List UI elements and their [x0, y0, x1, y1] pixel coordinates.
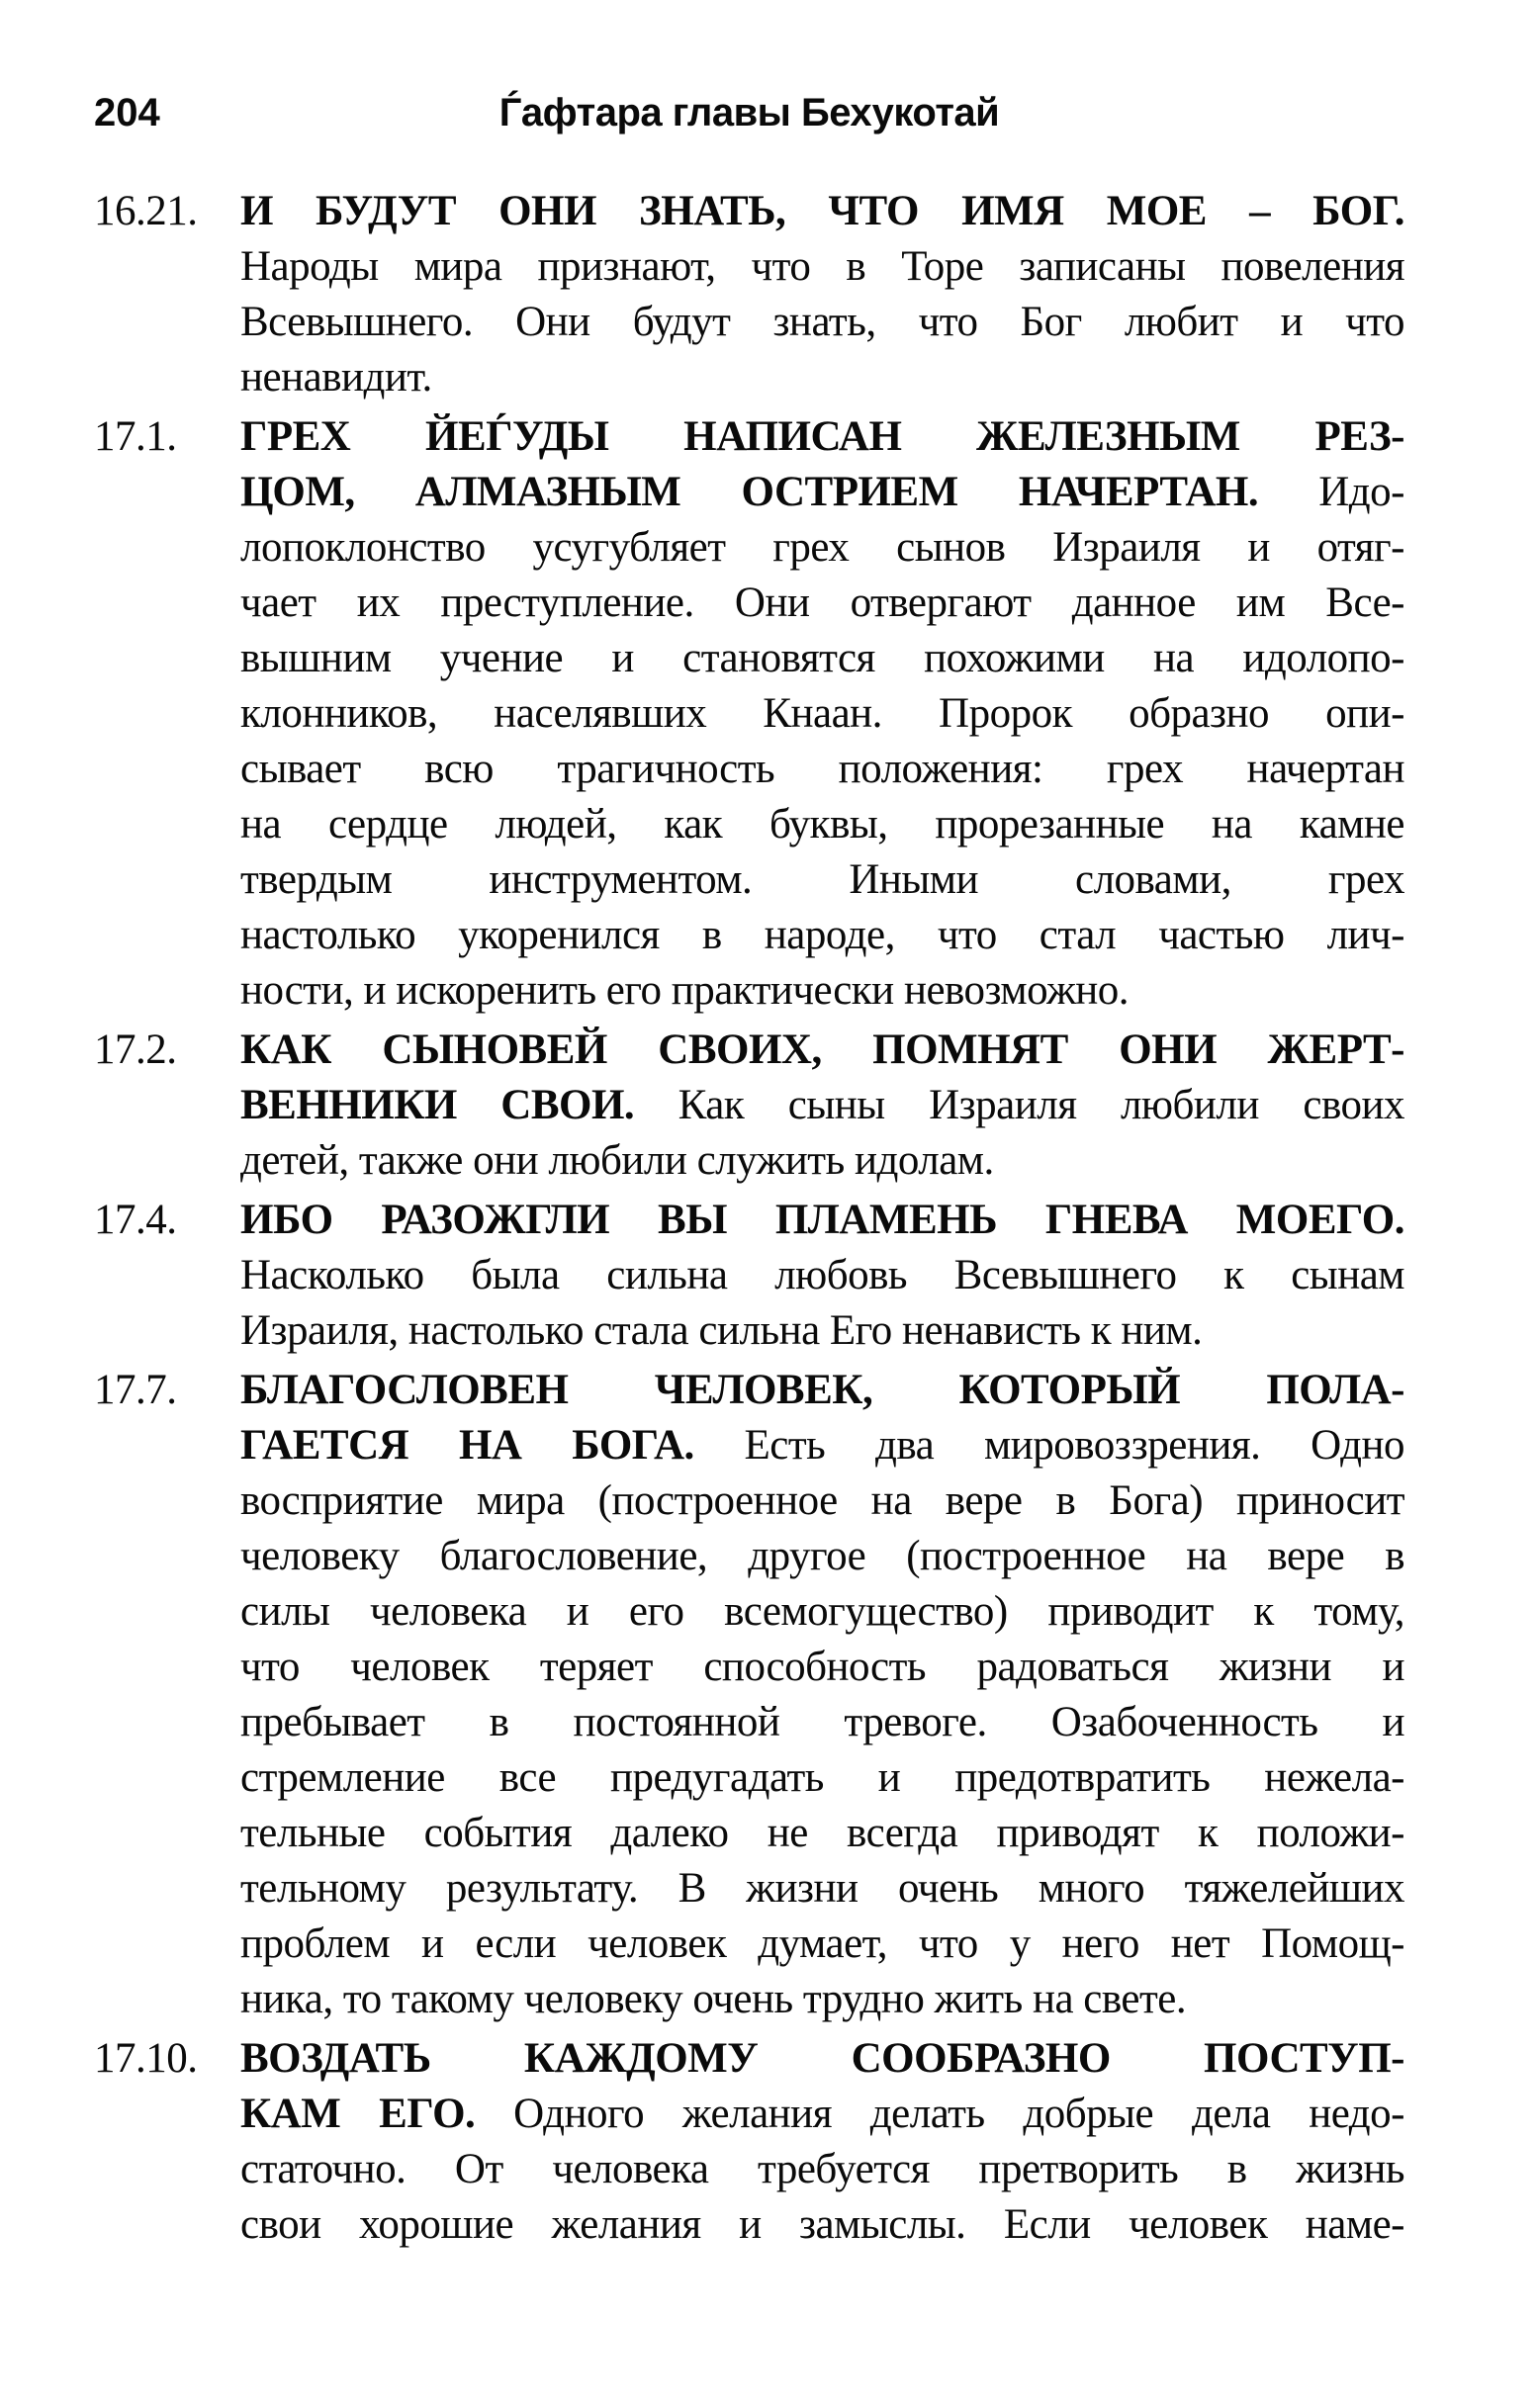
- page-number: 204: [94, 91, 160, 134]
- entry-body: [240, 409, 1404, 1019]
- verse-ref: 17.10.: [94, 2035, 198, 2082]
- chapter-title: Ѓафтара главы Бехукотай: [498, 91, 1000, 134]
- text-line: детей, также они любили служить идолам.: [240, 1137, 994, 1184]
- text-line: тельному результату. В жизни очень много тяжелейших: [240, 1865, 1404, 1912]
- text-line: И БУДУТ ОНИ ЗНАТЬ, ЧТО ИМЯ МОЕ – БОГ.: [240, 188, 1404, 234]
- entry-body: [240, 2031, 1404, 2253]
- text-line: на сердце людей, как буквы, прорезанные на камне: [240, 801, 1404, 847]
- text-line: Израиля, настолько стала сильна Его ненависть к ним.: [240, 1307, 1203, 1354]
- text-line: ВОЗДАТЬ КАЖДОМУ СООБРАЗНО ПОСТУП-: [240, 2035, 1404, 2082]
- text-line: лопоклонство усугубляет грех сынов Израиля и отяг-: [240, 524, 1404, 571]
- text-line: пребывает в постоянной тревоге. Озабоченность и: [240, 1699, 1404, 1745]
- text-line: сывает всю трагичность положения: грех начертан: [240, 746, 1404, 792]
- text-line: стремление все предугадать и предотвратить нежела-: [240, 1754, 1404, 1801]
- entry-body: [240, 1023, 1404, 1189]
- text-line: силы человека и его всемогущество) приводит к тому,: [240, 1588, 1404, 1635]
- text-line: ИБО РАЗОЖГЛИ ВЫ ПЛАМЕНЬ ГНЕВА МОЕГО.: [240, 1197, 1404, 1243]
- commentary-entry: [94, 1023, 1404, 1189]
- text-line: настолько укоренился в народе, что стал частью лич-: [240, 912, 1404, 958]
- text-line: Всевышнего. Они будут знать, что Бог любит и что: [240, 299, 1404, 345]
- verse-ref: 17.7.: [94, 1367, 177, 1413]
- verse-ref: 17.1.: [94, 413, 177, 460]
- text-line: Насколько была сильна любовь Всевышнего к сынам: [240, 1252, 1404, 1298]
- text-line: ности, и искоренить его практически невозможно.: [240, 967, 1130, 1014]
- verse-ref: 16.21.: [94, 188, 198, 234]
- page-header: [94, 91, 1404, 138]
- text-line: свои хорошие желания и замыслы. Если человек наме-: [240, 2201, 1404, 2248]
- entry-body: [240, 1363, 1404, 2027]
- commentary-entry: [94, 1363, 1404, 2027]
- entry-body: [240, 1193, 1404, 1359]
- commentary-entry: [94, 184, 1404, 405]
- text-line: твердым инструментом. Иными словами, грех: [240, 856, 1404, 903]
- verse-ref: 17.2.: [94, 1026, 177, 1073]
- text-line: вышним учение и становятся похожими на идолопо-: [240, 635, 1404, 681]
- text-line: тельные события далеко не всегда приводят к положи-: [240, 1810, 1404, 1856]
- entry-body: [240, 184, 1404, 405]
- text-line: проблем и если человек думает, что у него нет Помощ-: [240, 1920, 1404, 1967]
- text-line: что человек теряет способность радоваться жизни и: [240, 1644, 1404, 1690]
- text-line: КАК СЫНОВЕЙ СВОИХ, ПОМНЯТ ОНИ ЖЕРТ-: [240, 1026, 1404, 1073]
- text-line: КАМ ЕГО. Одного желания делать добрые дела недо-: [240, 2091, 1405, 2137]
- commentary-entry: [94, 1193, 1404, 1359]
- text-line: Народы мира признают, что в Торе записаны повеления: [240, 243, 1404, 290]
- verse-ref: 17.4.: [94, 1197, 177, 1243]
- text-line: ЦОМ, АЛМАЗНЫМ ОСТРИЕМ НАЧЕРТАН. Идо-: [240, 469, 1404, 515]
- text-line: восприятие мира (построенное на вере в Бога) приносит: [240, 1477, 1404, 1524]
- text-line: ника, то такому человеку очень трудно жить на свете.: [240, 1976, 1187, 2022]
- entries-list: [94, 184, 1404, 2253]
- text-line: статочно. От человека требуется претворить в жизнь: [240, 2146, 1404, 2192]
- text-line: БЛАГОСЛОВЕН ЧЕЛОВЕК, КОТОРЫЙ ПОЛА-: [240, 1367, 1404, 1413]
- commentary-entry: [94, 409, 1404, 1019]
- text-line: клонников, населявших Кнаан. Пророк образно опи-: [240, 690, 1404, 737]
- text-line: ГРЕХ ЙЕЃУДЫ НАПИСАН ЖЕЛЕЗНЫМ РЕЗ-: [240, 413, 1404, 460]
- text-line: ГАЕТСЯ НА БОГА. Есть два мировоззрения. Одно: [240, 1422, 1404, 1469]
- text-line: ВЕННИКИ СВОИ. Как сыны Израиля любили своих: [240, 1082, 1404, 1128]
- text-line: человеку благословение, другое (построенное на вере в: [240, 1533, 1404, 1579]
- text-line: чает их преступление. Они отвергают данное им Все-: [240, 580, 1404, 626]
- text-line: ненавидит.: [240, 354, 432, 401]
- commentary-entry: [94, 2031, 1404, 2253]
